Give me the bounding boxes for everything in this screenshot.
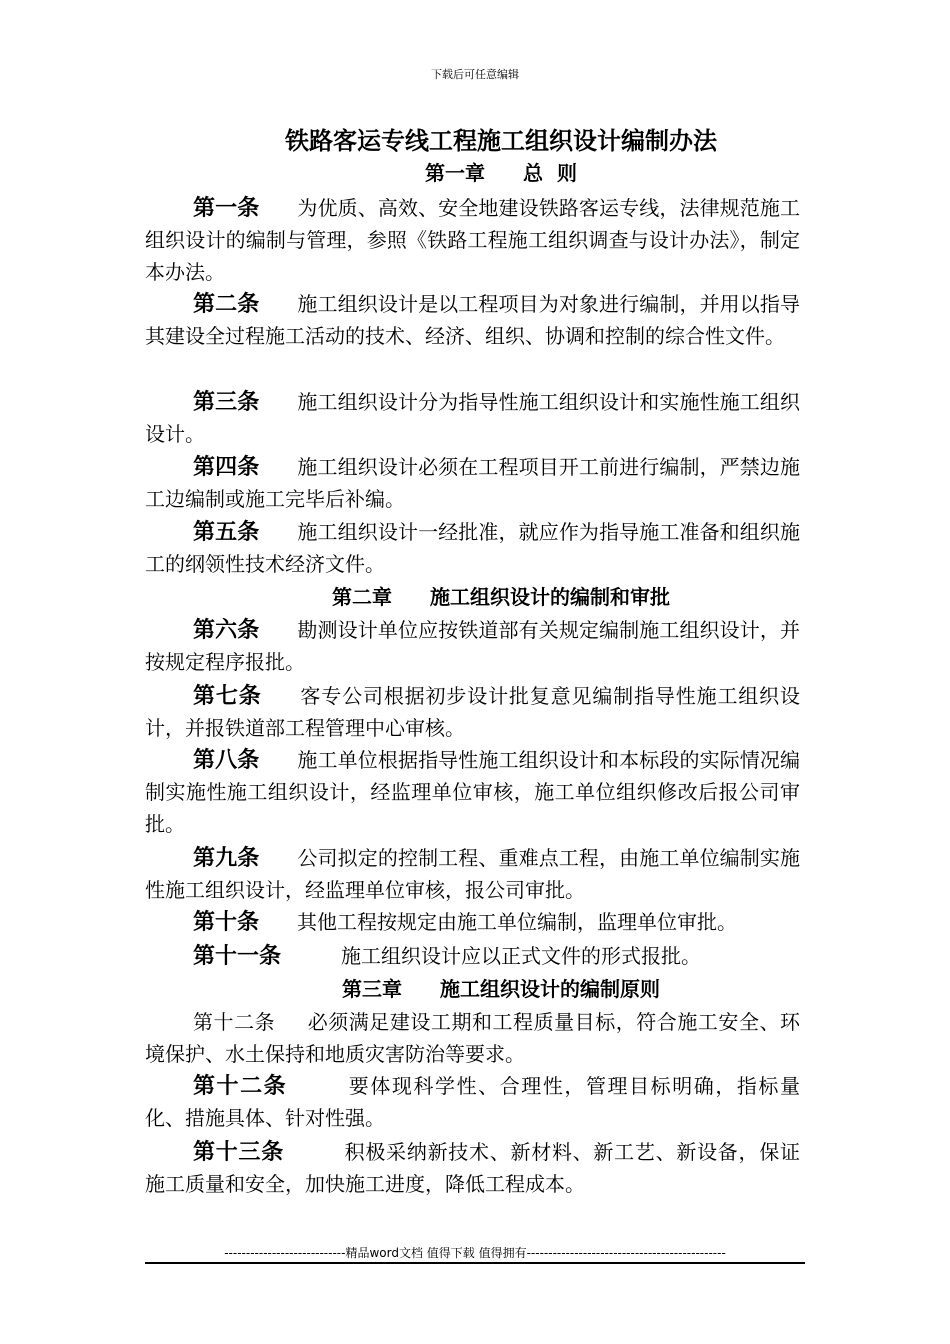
article-number: 第六条: [193, 617, 260, 643]
chapter-heading-2: [145, 582, 857, 612]
article-text: 施工组织设计一经批准，就应作为指导施工准备和组织施工的纲领性技术经济文件。: [145, 520, 800, 576]
document-title: 铁路客运专线工程施工组织设计编制办法: [285, 126, 717, 155]
article-8: [145, 744, 800, 840]
article-number: 第五条: [193, 519, 260, 545]
footer-note: ----------------------------精品word文档 值得下载 值得拥有----------------------------------------------: [224, 1246, 726, 1260]
footer-rule: [145, 1262, 805, 1264]
article-number: 第七条: [193, 683, 262, 709]
article-number: 第十条: [193, 909, 260, 935]
article-text: 积极采纳新技术、新材料、新工艺、新设备，保证施工质量和安全，加快施工进度，降低工程成本。: [145, 1140, 800, 1196]
chapter-number: 第三章: [342, 977, 402, 1001]
chapter-heading-3: [145, 974, 857, 1004]
chapter-name: 施工组织设计的编制和审批: [430, 585, 670, 609]
article-12b: [145, 1070, 800, 1134]
article-number: 第十一条: [193, 943, 282, 969]
article-text: 施工单位根据指导性施工组织设计和本标段的实际情况编制实施性施工组织设计，经监理单位审核，施工单位组织修改后报公司审批。: [145, 748, 800, 836]
article-7: [145, 680, 800, 744]
chapter-number: 第一章: [425, 161, 486, 185]
article-4: [145, 451, 800, 515]
article-1: [145, 192, 800, 288]
article-13: [145, 1136, 800, 1200]
chapter-heading-1: [145, 158, 857, 188]
chapter-name: 施工组织设计的编制原则: [440, 977, 660, 1001]
article-number: 第八条: [193, 747, 260, 773]
article-number: 第四条: [193, 454, 260, 480]
article-text: 必须满足建设工期和工程质量目标，符合施工安全、环境保护、水土保持和地质灾害防治等要求。: [145, 1010, 801, 1066]
article-text: 其他工程按规定由施工单位编制，监理单位审批。: [297, 910, 738, 934]
chapter-number: 第二章: [332, 585, 392, 609]
article-12a: [145, 1006, 800, 1070]
article-11: [145, 940, 800, 972]
article-number: 第二条: [193, 291, 260, 317]
chapter-name: 总 则: [523, 161, 577, 185]
article-number: 第三条: [193, 389, 260, 415]
article-text: 勘测设计单位应按铁道部有关规定编制施工组织设计，并按规定程序报批。: [145, 618, 800, 674]
article-3: [145, 386, 800, 450]
header-note: 下载后可任意编辑: [431, 68, 519, 81]
article-number: 第九条: [193, 845, 260, 871]
article-2: [145, 288, 800, 352]
article-text: 施工组织设计应以正式文件的形式报批。: [341, 944, 702, 968]
article-number: 第十二条: [193, 1073, 288, 1099]
article-text: 客专公司根据初步设计批复意见编制指导性施工组织设计，并报铁道部工程管理中心审核。: [145, 684, 800, 740]
article-9: [145, 842, 800, 906]
article-number: 第一条: [193, 195, 260, 221]
article-text: 施工组织设计分为指导性施工组织设计和实施性施工组织设计。: [145, 390, 800, 446]
article-text: 要体现科学性、合理性，管理目标明确，指标量化、措施具体、针对性强。: [145, 1074, 800, 1130]
article-5: [145, 516, 800, 580]
article-text: 为优质、高效、安全地建设铁路客运专线，法律规范施工组织设计的编制与管理，参照《铁路工程施工组织调查与设计办法》，制定本办法。: [145, 196, 800, 284]
article-number: 第十三条: [193, 1139, 284, 1165]
article-number: 第十二条: [193, 1010, 276, 1034]
article-text: 施工组织设计必须在工程项目开工前进行编制，严禁边施工边编制或施工完毕后补编。: [145, 455, 800, 511]
article-6: [145, 614, 800, 678]
article-10: [145, 906, 800, 938]
article-text: 公司拟定的控制工程、重难点工程，由施工单位编制实施性施工组织设计，经监理单位审核，报公司审批。: [145, 846, 800, 902]
article-text: 施工组织设计是以工程项目为对象进行编制，并用以指导其建设全过程施工活动的技术、经济、组织、协调和控制的综合性文件。: [145, 292, 800, 348]
